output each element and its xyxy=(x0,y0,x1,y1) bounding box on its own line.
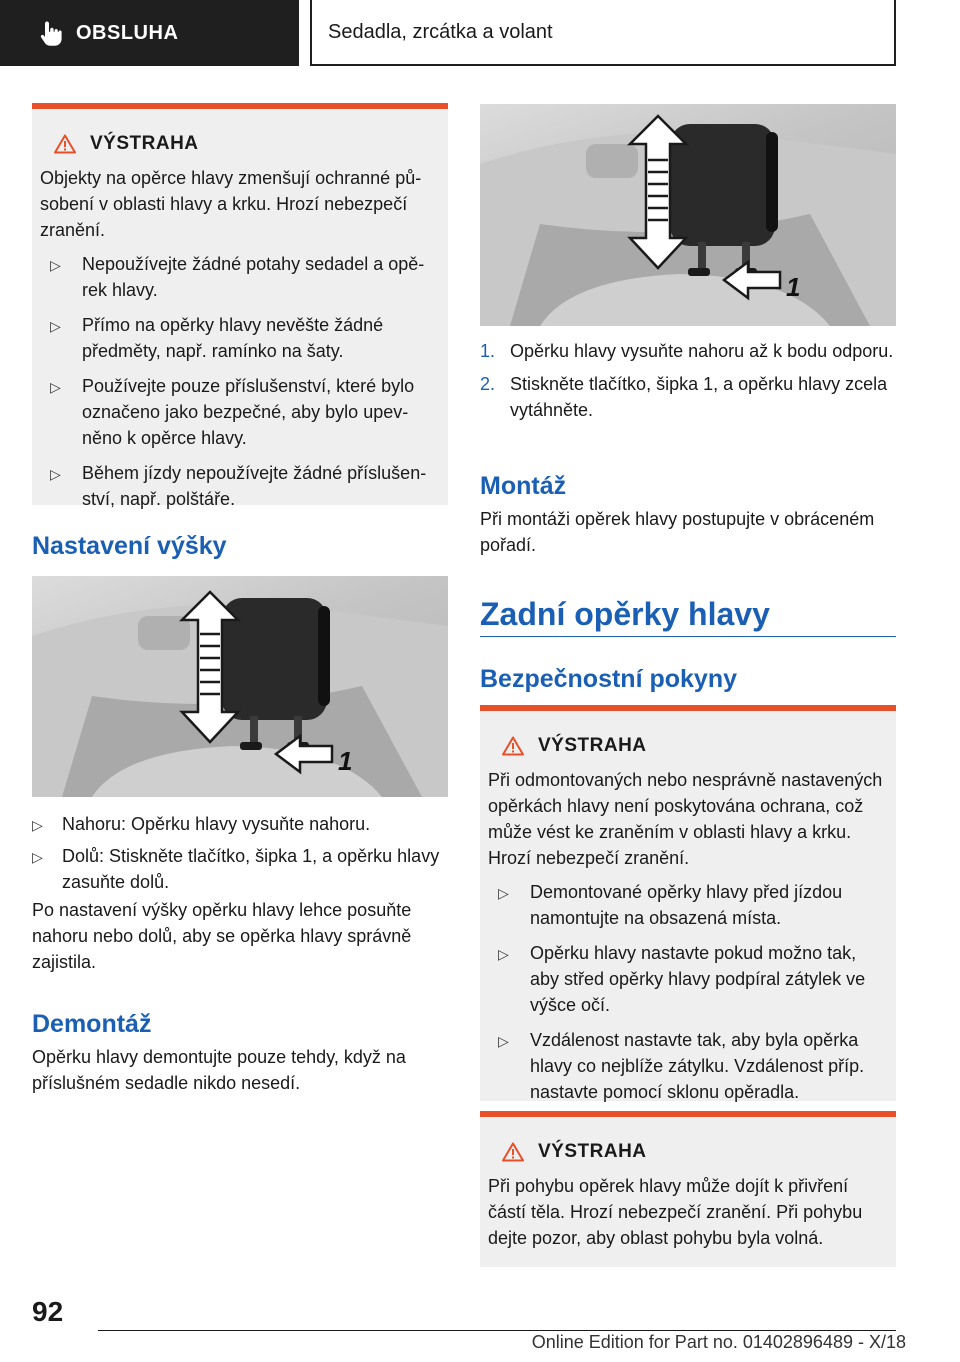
bullet-triangle-icon: ▷ xyxy=(50,379,61,395)
list-item: ▷ Nepoužívejte žádné potahy sedadel a opěrek hlavy. xyxy=(50,254,425,300)
warning-triangle-icon xyxy=(502,1142,524,1162)
install-paragraph: Při montáži opěrek hlavy postupujte v obráceném pořadí. xyxy=(480,509,875,555)
warning-title xyxy=(502,735,888,757)
safety-heading: Bezpečnostní pokyny xyxy=(480,665,737,693)
heading-rule xyxy=(480,636,896,637)
rear-headrests-heading: Zadní opěrky hlavy xyxy=(480,596,770,632)
removal-steps xyxy=(480,338,896,430)
warning-text: Objekty na opěrce hlavy zmenšují ochranné působení v oblasti hlavy a krku. Hrozí nebezpečí zranění. xyxy=(40,168,422,240)
list-item: 1. Opěrku hlavy vysuňte nahoru až k bodu odporu. xyxy=(480,341,894,361)
footer-rule xyxy=(98,1330,896,1331)
section-tab xyxy=(0,0,299,66)
list-item: ▷ Přímo na opěrky hlavy nevěšte žádné předměty, např. ramínko na šaty. xyxy=(50,315,384,361)
hand-pointer-icon xyxy=(40,20,62,46)
warning-text: Při pohybu opěrek hlavy může dojít k přivření částí těla. Hrozí nebezpečí zranění. Při pohybu dejte pozor, aby oblast pohybu byla volná. xyxy=(488,1176,863,1248)
warning-box xyxy=(32,103,448,509)
list-item: ▷ Opěrku hlavy nastavte pokud možno tak, aby střed opěrky hlavy podpíral zátylek ve výšce očí. xyxy=(498,943,866,1015)
warning-title xyxy=(54,133,440,155)
warning-title-text: VÝSTRAHA xyxy=(90,133,199,154)
warning-triangle-icon xyxy=(502,736,524,756)
section-label: OBSLUHA xyxy=(76,21,179,44)
list-item: ▷ Demontované opěrky hlavy před jízdou namontujte na obsazená místa. xyxy=(498,882,843,928)
image-callout-number: 1 xyxy=(338,746,353,776)
bullet-triangle-icon: ▷ xyxy=(498,1033,509,1049)
bullet-triangle-icon: ▷ xyxy=(50,257,61,273)
footer-edition: Online Edition for Part no. 01402896489 - X/18 xyxy=(531,1332,906,1352)
warning-title-text: VÝSTRAHA xyxy=(538,735,647,756)
warning-box xyxy=(480,1111,896,1267)
headrest-illustration xyxy=(480,104,896,326)
list-item: ▷ Používejte pouze příslušenství, které bylo označeno jako bezpečné, aby bylo upevněno k opěrce hlavy. xyxy=(50,376,415,448)
height-bullets xyxy=(32,811,448,901)
chapter-title: Sedadla, zrcátka a volant xyxy=(310,0,896,66)
headrest-removal-photo xyxy=(480,104,896,326)
bullet-triangle-icon: ▷ xyxy=(50,466,61,482)
list-item: ▷ Dolů: Stiskněte tlačítko, šipka 1, a opěrku hlavy zasuňte dolů. xyxy=(32,846,440,892)
list-item: ▷ Vzdálenost nastavte tak, aby byla opěrka hlavy co nejblíže zátylku. Vzdálenost příp. nastavte pomocí sklonu opěradla. xyxy=(498,1030,865,1102)
install-heading: Montáž xyxy=(480,472,567,500)
warning-text: Při odmontovaných nebo nesprávně nastavených opěrkách hlavy není poskytována ochrana, což může vést ke zraněním v oblasti hlavy a krku. Hrozí nebezpečí zranění. xyxy=(488,770,883,868)
warning-title xyxy=(502,1141,888,1163)
headrest-illustration xyxy=(32,576,448,797)
page-number: 92 xyxy=(32,1296,64,1327)
list-item: ▷ Během jízdy nepoužívejte žádné příslušenství, např. polštáře. xyxy=(50,463,427,509)
warning-box xyxy=(480,705,896,1101)
warning-title-text: VÝSTRAHA xyxy=(538,1141,647,1162)
warning-triangle-icon xyxy=(54,134,76,154)
height-heading: Nastavení výšky xyxy=(32,532,227,560)
warning-bullets xyxy=(488,879,888,1105)
bullet-triangle-icon: ▷ xyxy=(498,946,509,962)
headrest-height-photo xyxy=(32,576,448,797)
list-item: ▷ Nahoru: Opěrku hlavy vysuňte nahoru. xyxy=(32,811,448,837)
bullet-triangle-icon: ▷ xyxy=(32,817,43,833)
removal-heading: Demontáž xyxy=(32,1010,152,1038)
image-callout-number: 1 xyxy=(786,272,801,302)
removal-paragraph: Opěrku hlavy demontujte pouze tehdy, když na příslušném sedadle nikdo nesedí. xyxy=(32,1047,406,1093)
height-paragraph: Po nastavení výšky opěrku hlavy lehce posuňte nahoru nebo dolů, aby se opěrka hlavy správně zajistila. xyxy=(32,900,412,972)
list-item: 2. Stiskněte tlačítko, šipka 1, a opěrku hlavy zcela vytáhněte. xyxy=(480,374,888,420)
bullet-triangle-icon: ▷ xyxy=(498,885,509,901)
warning-bullets xyxy=(40,251,440,512)
bullet-triangle-icon: ▷ xyxy=(32,849,43,865)
bullet-triangle-icon: ▷ xyxy=(50,318,61,334)
